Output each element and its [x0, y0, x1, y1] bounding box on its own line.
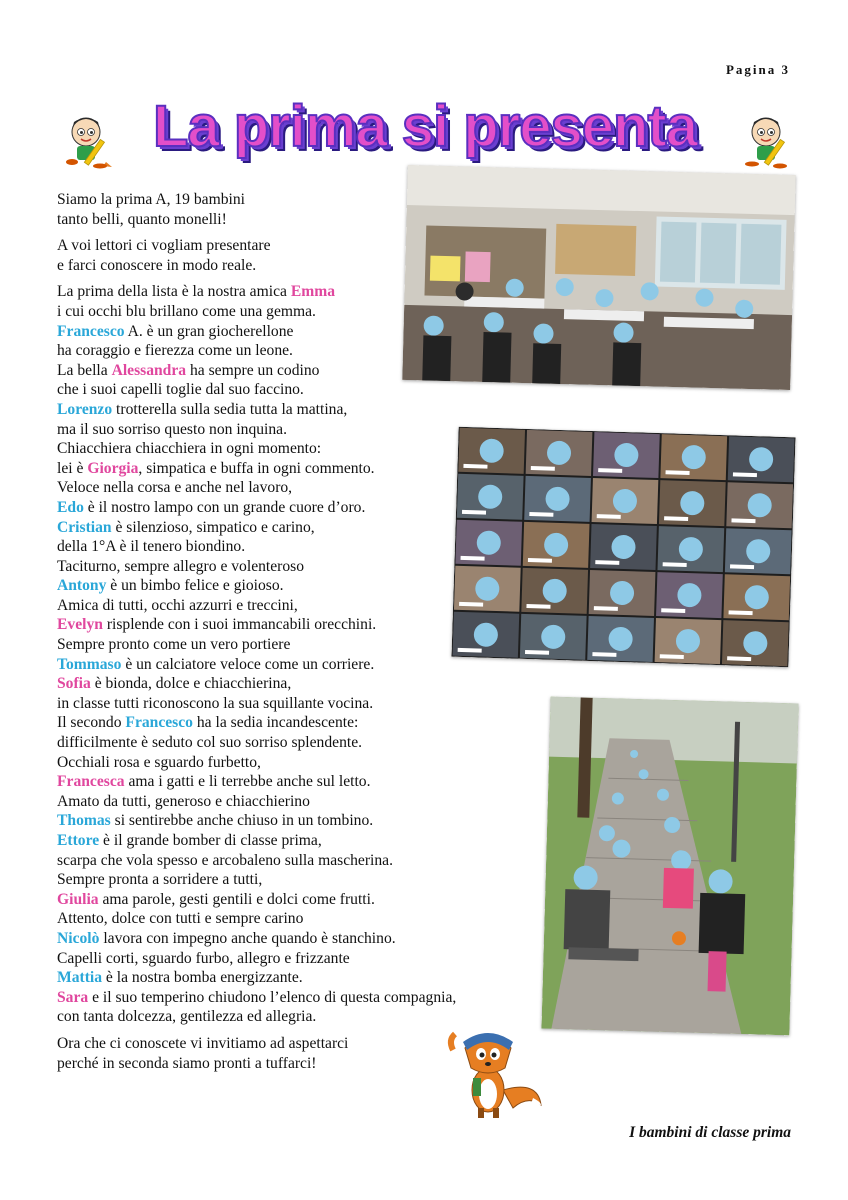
poem-text: scarpa che vola spesso e arcobaleno sulla mascherina.	[57, 851, 393, 869]
poem-text: Occhiali rosa e sguardo furbetto,	[57, 753, 261, 771]
classroom-photo	[402, 165, 795, 390]
classroom-photo-image	[402, 165, 795, 390]
tile-name-label	[528, 558, 552, 563]
tile-name-label	[729, 610, 753, 615]
child-name: Ettore	[57, 832, 100, 849]
tile-name-label	[664, 516, 688, 521]
tile-name-label	[531, 466, 555, 471]
poem-text: è un bimbo felice e gioioso.	[106, 577, 284, 595]
poem-text: La bella	[57, 361, 112, 379]
child-name: Nicolò	[57, 929, 100, 947]
poem-line	[57, 890, 557, 910]
signature: I bambini di classe prima	[629, 1124, 791, 1141]
tile-name-label	[526, 604, 550, 609]
tile-name-label	[529, 512, 553, 517]
tile-name-label	[727, 656, 751, 661]
pencil-mascot-icon	[62, 110, 118, 170]
tile-name-label	[730, 564, 754, 569]
poem-line	[57, 674, 557, 694]
poem-line	[57, 909, 557, 929]
child-name: Cristian	[57, 518, 112, 536]
poem-text: è bionda, dolce e chiacchierina,	[90, 675, 292, 693]
poem-text: in classe tutti riconoscono la sua squillante vocina.	[57, 694, 374, 712]
poem-text: i cui occhi blu brillano come una gemma.	[57, 302, 316, 320]
tile-name-label	[597, 514, 621, 519]
child-name: Francesco	[57, 322, 125, 340]
page-number: Pagina 3	[725, 62, 790, 77]
poem-text: Amato da tutti, generoso e chiacchierino	[57, 792, 310, 810]
poem-line	[57, 713, 557, 733]
poem-text: ama i gatti e li terrebbe anche sul letto.	[124, 773, 371, 791]
child-name: Emma	[290, 283, 335, 301]
poem-text: Attento, dolce con tutti e sempre carino	[57, 910, 304, 928]
child-name: Tommaso	[57, 655, 122, 673]
poem-line	[57, 792, 557, 812]
poem-line	[57, 949, 557, 969]
child-name: Francesca	[57, 773, 125, 791]
poem-line	[57, 968, 557, 988]
poem-line: Ora che ci conoscete vi invitiamo ad aspettarci	[57, 1034, 349, 1052]
poem-line	[57, 870, 557, 890]
poem-text: A. è un gran giocherellone	[124, 322, 294, 340]
poem-line	[57, 851, 557, 871]
poem-text: è il nostro lampo con un grande cuore d’oro.	[83, 498, 366, 516]
poem-text: La prima della lista è la nostra amica	[57, 283, 291, 301]
poem-text: Amica di tutti, occhi azzurri e treccini,	[57, 596, 298, 614]
poem-line	[57, 694, 557, 714]
fox-mascot-icon	[443, 1020, 543, 1120]
poem-text: ama parole, gesti gentili e dolci come frutti.	[98, 890, 375, 908]
poem-text: è silenzioso, simpatico e carino,	[111, 518, 315, 536]
pencil-mascot-icon	[738, 110, 794, 170]
tile-name-label	[462, 510, 486, 515]
tile-name-label	[463, 464, 487, 469]
poem-line	[57, 929, 557, 949]
tile-name-label	[598, 468, 622, 473]
poem-line	[57, 400, 557, 420]
poem-text: trotterella sulla sedia tutta la mattina,	[112, 400, 348, 418]
child-name: Antony	[57, 577, 107, 595]
poem-text: è un calciatore veloce come un corriere.	[121, 655, 375, 673]
poem-line	[57, 831, 557, 851]
tile-name-label	[660, 654, 684, 659]
video-call-grid	[451, 427, 795, 667]
child-name: Sara	[57, 988, 89, 1006]
poem-line: e farci conoscere in modo reale.	[57, 256, 257, 274]
child-name: Evelyn	[57, 616, 103, 634]
poem-text: difficilmente è seduto col suo sorriso splendente.	[57, 734, 363, 752]
outdoor-steps-image	[541, 697, 798, 1036]
poem-text: e il suo temperino chiudono l’elenco di questa compagnia,	[88, 988, 457, 1006]
poem-line	[57, 753, 557, 773]
poem-text: lavora con impegno anche quando è stanchino.	[99, 929, 396, 947]
poem-text: si sentirebbe anche chiuso in un tombino.	[110, 812, 374, 830]
poem-text: ha la sedia incandescente:	[192, 714, 359, 732]
poem-line: tanto belli, quanto monelli!	[57, 210, 227, 228]
poem-text: Sempre pronto come un vero portiere	[57, 636, 291, 654]
child-name: Alessandra	[111, 361, 187, 379]
tile-name-label	[525, 650, 549, 655]
poem-text: lei è	[57, 459, 88, 477]
tile-name-label	[592, 652, 616, 657]
tile-name-label	[458, 648, 482, 653]
tile-name-label	[594, 606, 618, 611]
poem-line	[57, 988, 557, 1008]
poem-text: con tanta dolcezza, gentilezza ed allegria.	[57, 1008, 317, 1026]
tile-name-label	[661, 608, 685, 613]
tile-name-label	[731, 518, 755, 523]
child-name: Giorgia	[87, 459, 139, 477]
child-name: Thomas	[57, 812, 111, 830]
poem-text: è la nostra bomba energizzante.	[102, 969, 303, 987]
poem-text: che i suoi capelli toglie dal suo faccino.	[57, 381, 304, 399]
tile-name-label	[666, 470, 690, 475]
poem-text: Chiacchiera chiacchiera in ogni momento:	[57, 440, 322, 458]
child-name: Sofia	[57, 675, 91, 693]
poem-text: Capelli corti, sguardo furbo, allegro e frizzante	[57, 949, 350, 967]
tile-name-label	[461, 556, 485, 561]
poem-line	[57, 733, 557, 753]
poem-text: , simpatica e buffa in ogni commento.	[138, 459, 375, 477]
poem-text: ha sempre un codino	[186, 361, 320, 379]
poem-text: è il grande bomber di classe prima,	[99, 832, 322, 849]
tile-name-label	[663, 562, 687, 567]
tile-name-label	[733, 472, 757, 477]
title-banner	[0, 92, 848, 172]
poem-line	[57, 380, 557, 400]
child-name: Edo	[57, 498, 84, 516]
video-call-photo	[451, 427, 795, 667]
poem-text: ha coraggio e fierezza come un leone.	[57, 342, 293, 360]
child-name: Mattia	[57, 969, 103, 987]
page-title: La prima si presenta	[152, 94, 698, 159]
outdoor-steps-photo	[541, 697, 798, 1036]
poem-text: Il secondo	[57, 714, 126, 732]
poem-line: perché in seconda siamo pronti a tuffarci!	[57, 1054, 317, 1072]
poem-text: Sempre pronta a sorridere a tutti,	[57, 871, 263, 889]
poem-text: Taciturno, sempre allegro e volenteroso	[57, 557, 305, 575]
poem-text: ma il suo sorriso questo non inquina.	[57, 420, 287, 438]
poem-text: della 1°A è il tenero biondino.	[57, 538, 246, 556]
poem-text: risplende con i suoi immancabili orecchini.	[102, 616, 377, 634]
poem-line: A voi lettori ci vogliam presentare	[57, 237, 271, 255]
child-name: Francesco	[125, 714, 193, 732]
poem-line: Siamo la prima A, 19 bambini	[57, 191, 245, 208]
tile-name-label	[459, 602, 483, 607]
child-name: Lorenzo	[57, 400, 113, 418]
tile-name-label	[595, 560, 619, 565]
child-name: Giulia	[57, 890, 99, 908]
poem-line	[57, 811, 557, 831]
poem-line	[57, 772, 557, 792]
poem-text: Veloce nella corsa e anche nel lavoro,	[57, 479, 293, 497]
